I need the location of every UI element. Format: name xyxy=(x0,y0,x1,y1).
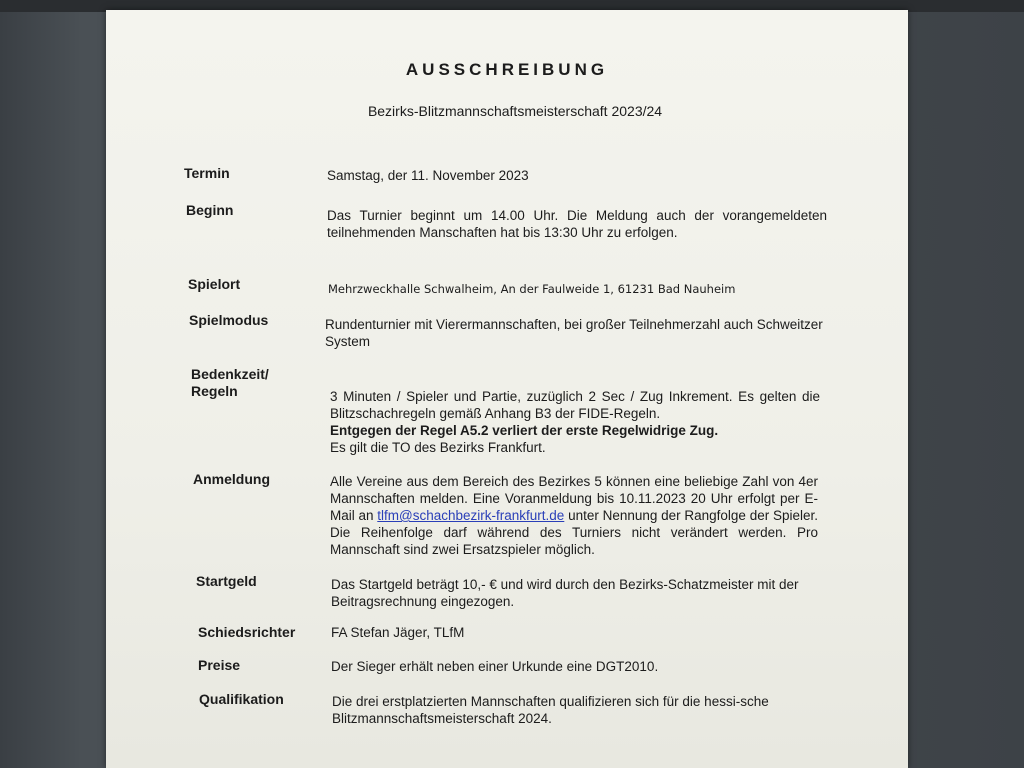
spielmodus-value: Rundenturnier mit Vierermannschaften, bei großer Teilnehmerzahl auch Schweitzer System xyxy=(325,317,823,349)
preise-label: Preise xyxy=(198,657,241,673)
anmeldung-label: Anmeldung xyxy=(193,471,270,487)
schiedsrichter-label: Schiedsrichter xyxy=(198,624,296,640)
spielmodus-label: Spielmodus xyxy=(189,312,269,328)
bedenkzeit-value xyxy=(330,388,820,456)
spielort-value: Mehrzweckhalle Schwalheim, An der Faulweide 1, 61231 Bad Nauheim xyxy=(328,282,736,296)
bedenkzeit-line1: 3 Minuten / Spieler und Partie, zuzüglich 2 Sec / Zug Inkrement. Es gelten die Blitzschachregeln gemäß Anhang B3 der FIDE-Regeln. xyxy=(330,389,820,421)
bedenkzeit-line3: Es gilt die TO des Bezirks Frankfurt. xyxy=(330,440,546,455)
schiedsrichter-value: FA Stefan Jäger, TLfM xyxy=(331,625,465,640)
anmeldung-email-link[interactable]: tlfm@schachbezirk-frankfurt.de xyxy=(377,508,565,523)
anmeldung-text-after: unter Nennung der Rangfolge der Spieler. Die Reihenfolge darf während des Turniers nicht verändert werden. Pro Mannschaft sind zwei Ersatzspieler möglich. xyxy=(330,508,818,557)
termin-value: Samstag, der 11. November 2023 xyxy=(327,168,529,183)
bedenkzeit-label-line1: Bedenkzeit/ xyxy=(191,366,269,382)
beginn-label: Beginn xyxy=(186,202,234,218)
startgeld-label: Startgeld xyxy=(196,573,257,589)
document-subtitle: Bezirks-Blitzmannschaftsmeisterschaft 2023/24 xyxy=(367,103,663,119)
anmeldung-value xyxy=(330,473,818,558)
bedenkzeit-label-line2: Regeln xyxy=(191,383,238,399)
document-page xyxy=(106,10,908,768)
qualifikation-value: Die drei erstplatzierten Mannschaften qualifizieren sich für die hessi-sche Blitzmannschaftsmeisterschaft 2024. xyxy=(332,694,769,726)
bedenkzeit-rule: Entgegen der Regel A5.2 verliert der erste Regelwidrige Zug. xyxy=(330,423,719,438)
spielort-label: Spielort xyxy=(188,276,241,292)
beginn-value: Das Turnier beginnt um 14.00 Uhr. Die Meldung auch der vorangemeldeten teilnehmenden Manschaften hat bis 13:30 Uhr zu erfolgen. xyxy=(327,208,827,240)
termin-label: Termin xyxy=(184,165,230,181)
qualifikation-label: Qualifikation xyxy=(199,691,284,707)
startgeld-value: Das Startgeld beträgt 10,- € und wird durch den Bezirks-Schatzmeister mit der Beitragsrechnung eingezogen. xyxy=(331,577,799,609)
document-title: AUSSCHREIBUNG xyxy=(405,60,609,79)
preise-value: Der Sieger erhält neben einer Urkunde eine DGT2010. xyxy=(331,659,659,674)
anmeldung-text-before: Alle Vereine aus dem Bereich des Bezirkes 5 können eine beliebige Zahl von 4er Mannschaften melden. Eine Voranmeldung bis 10.11.2023 20 Uhr erfolgt per E-Mail an xyxy=(330,474,818,523)
